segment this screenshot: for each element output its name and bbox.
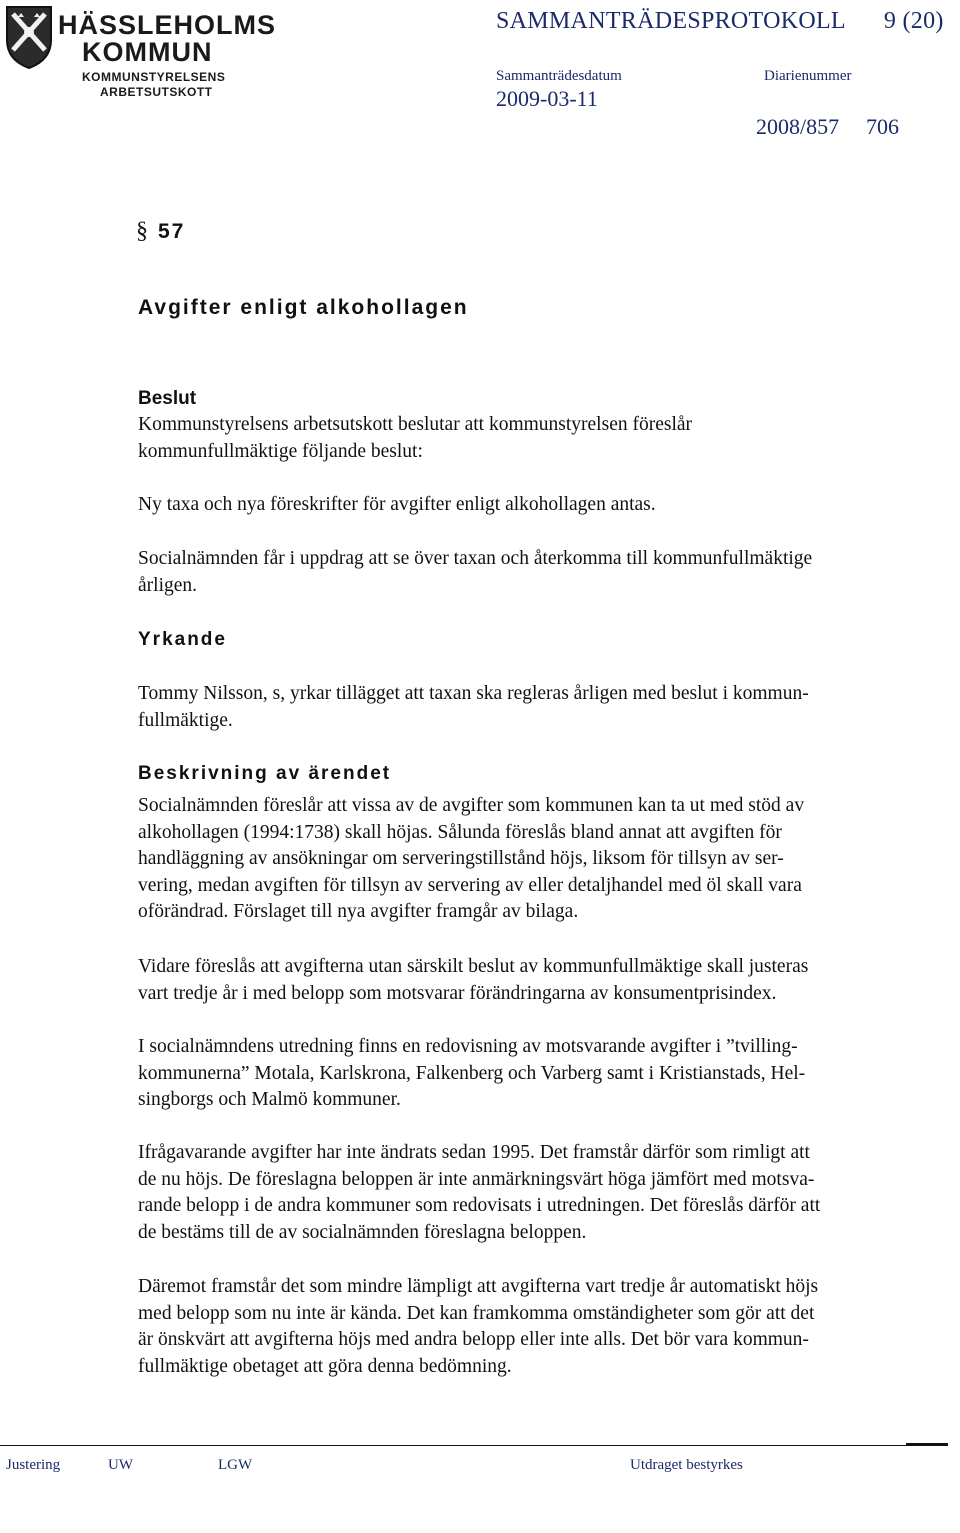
text-line: singborgs och Malmö kommuner. — [138, 1089, 401, 1110]
text-line: de nu höjs. De föreslagna beloppen är inte anmärkningsvärt höga jämfört med motsva- — [138, 1168, 815, 1190]
text-line: Vidare föreslås att avgifterna utan särskilt beslut av kommunfullmäktige skall justeras — [138, 956, 809, 977]
text-line: handläggning av ansökningar om serveringstillstånd höjs, liksom för tillsyn av ser- — [138, 848, 784, 869]
diarie-extra-value: 706 — [866, 114, 899, 139]
text-line: Ny taxa och nya föreskrifter för avgifter enligt alkohollagen antas. — [138, 494, 656, 515]
meeting-date-value: 2009-03-11 — [496, 86, 598, 111]
yrkande-paragraph — [138, 681, 938, 734]
municipality-logo — [4, 4, 277, 99]
text-line: alkohollagen (1994:1738) skall höjas. Sålunda föreslås bland annat att avgiften för — [138, 821, 782, 843]
yrkande-heading: Yrkande — [138, 629, 227, 650]
document-title: SAMMANTRÄDESPROTOKOLL — [496, 8, 846, 34]
document-title-row — [496, 8, 944, 35]
page-indicator: 9 (20) — [883, 8, 944, 34]
text-line: de bestäms till de av socialnämnden föreslagna beloppen. — [138, 1221, 587, 1243]
text-line: fullmäktige. — [138, 709, 233, 731]
beskrivning-paragraph-2 — [138, 954, 938, 1007]
text-line: kommunfullmäktige följande beslut: — [138, 440, 423, 462]
footer-divider-accent — [906, 1443, 948, 1445]
text-line: Däremot framstår det som mindre lämpligt att avgifterna vart tredje år automatiskt höjs — [138, 1276, 819, 1297]
text-line: fullmäktige obetaget att göra denna bedömning. — [138, 1355, 512, 1377]
text-line: med belopp som nu inte är kända. Det kan framkomma omständigheter som gör att det — [138, 1302, 815, 1324]
utdrag-bestyrkes-label: Utdraget bestyrkes — [630, 1457, 743, 1473]
beskrivning-heading: Beskrivning av ärendet — [138, 763, 392, 784]
logo-text-line1: HÄSSLEHOLMS — [58, 10, 277, 40]
beslut-decision-2 — [138, 546, 938, 599]
section-number-value: 57 — [158, 220, 186, 243]
beskrivning-paragraph-4 — [138, 1140, 938, 1246]
meeting-date-label: Sammanträdesdatum — [496, 68, 622, 84]
text-line: rande belopp i de andra kommuner som redovisats i utredningen. Det föreslås därför att — [138, 1195, 821, 1216]
beslut-heading: Beslut — [138, 388, 197, 409]
beslut-paragraph — [138, 412, 938, 465]
beskrivning-paragraph-1 — [138, 793, 938, 926]
text-line: Socialnämnden får i uppdrag att se över taxan och återkomma till kommunfullmäktige — [138, 548, 813, 569]
text-line: vart tredje år i med belopp som motsvarar förändringarna av konsumentprisindex. — [138, 982, 777, 1004]
logo-text-line2: KOMMUN — [82, 37, 213, 67]
text-line: är önskvärt att avgifterna höjs med andra belopp eller inte alls. Det bör vara kommun- — [138, 1329, 809, 1350]
diarie-number-value: 2008/857 — [756, 114, 840, 139]
text-line: kommunerna” Motala, Karlskrona, Falkenberg och Varberg samt i Kristianstads, Hel- — [138, 1062, 806, 1084]
text-line: Ifrågavarande avgifter har inte ändrats sedan 1995. Det framstår därför som rimligt att — [138, 1142, 810, 1163]
coat-of-arms-icon — [4, 4, 54, 70]
footer-divider — [0, 1445, 948, 1446]
paragraph-sign: § — [136, 218, 150, 244]
text-line: Socialnämnden föreslår att vissa av de avgifter som kommunen kan ta ut med stöd av — [138, 795, 805, 816]
signature-initials-1: UW — [108, 1457, 133, 1473]
text-line: I socialnämndens utredning finns en redovisning av motsvarande avgifter i ”tvilling- — [138, 1036, 798, 1057]
beslut-decision-1 — [138, 492, 938, 519]
justering-label: Justering — [6, 1457, 61, 1473]
signature-initials-2: LGW — [218, 1457, 253, 1473]
logo-subtitle-line1: KOMMUNSTYRELSENS — [82, 70, 226, 84]
logo-subtitle-line2: ARBETSUTSKOTT — [100, 85, 213, 99]
text-line: vering, medan avgiften för tillsyn av servering av eller detaljhandel med öl skall vara — [138, 874, 802, 896]
beskrivning-paragraph-3 — [138, 1034, 938, 1114]
text-line: oförändrad. Förslaget till nya avgifter framgår av bilaga. — [138, 901, 579, 922]
section-number — [136, 218, 185, 245]
diarie-number-label: Diarienummer — [764, 68, 852, 84]
beskrivning-paragraph-5 — [138, 1274, 938, 1380]
text-line: Kommunstyrelsens arbetsutskott beslutar att kommunstyrelsen föreslår — [138, 414, 693, 435]
text-line: årligen. — [138, 574, 198, 596]
text-line: Tommy Nilsson, s, yrkar tillägget att taxan ska regleras årligen med beslut i kommun- — [138, 683, 809, 704]
section-title: Avgifter enligt alkohollagen — [138, 296, 469, 319]
